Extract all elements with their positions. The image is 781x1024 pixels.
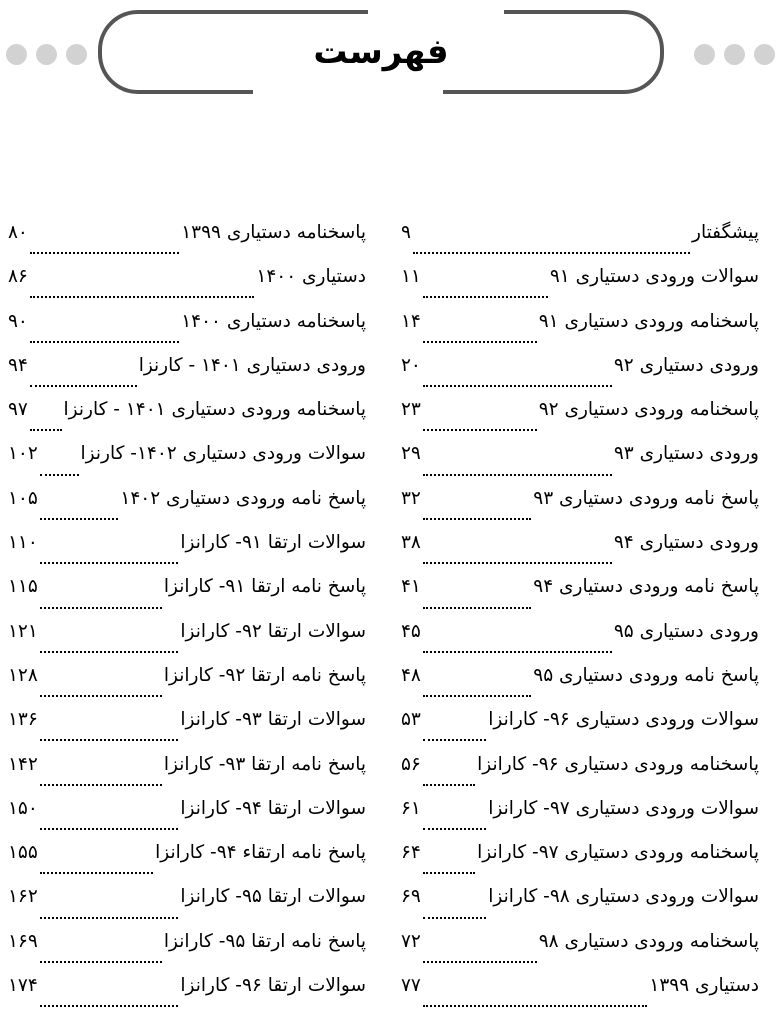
toc-entry[interactable]: [8, 931, 366, 975]
toc-entry-page-number: ۱۲۸: [8, 664, 38, 686]
toc-entry-page-number: ۱۴: [401, 310, 421, 332]
dot-leader: [423, 824, 486, 830]
toc-entry-page-number: ۱۵۵: [8, 842, 38, 864]
dot-leader: [40, 603, 162, 609]
toc-entry[interactable]: [401, 931, 759, 975]
dot: [724, 44, 745, 65]
dot: [36, 44, 57, 65]
toc-entry-label: پیشگفتار: [692, 222, 759, 243]
dot-leader: [423, 647, 612, 653]
toc-entry-page-number: ۱۱۰: [8, 532, 38, 554]
toc-entry-label: پاسخ نامه ورودی دستیاری ۱۴۰۲: [120, 487, 366, 509]
toc-entry-page-number: ۸۶: [8, 266, 28, 288]
toc-column-left: [8, 222, 366, 1019]
toc-entry[interactable]: [8, 754, 366, 798]
dot: [694, 44, 715, 65]
toc-entry-page-number: ۲۰: [401, 354, 421, 376]
dot-leader: [40, 1001, 179, 1007]
toc-entry[interactable]: [401, 532, 759, 576]
toc-entry[interactable]: [8, 355, 366, 399]
toc-entry-page-number: ۱۰۵: [8, 487, 38, 509]
toc-entry-label: سوالات ارتقا ۹۵- کارانزا: [180, 886, 366, 908]
toc-entry-label: ورودی دستیاری ۹۲: [613, 354, 759, 376]
toc-entry-label: ورودی دستیاری ۹۴: [613, 532, 759, 554]
toc-entry-label: سوالات ارتقا ۹۳- کارانزا: [180, 709, 366, 731]
toc-entry[interactable]: [401, 399, 759, 443]
dot-leader: [40, 558, 179, 564]
toc-entry-page-number: ۹۴: [8, 354, 28, 376]
toc-entry-page-number: ۹: [401, 222, 411, 243]
toc-entry-label: سوالات ارتقا ۹۶- کارانزا: [180, 975, 366, 997]
toc-entry-label: سوالات ورودی دستیاری ۹۱: [549, 266, 759, 288]
toc-entry-label: ورودی دستیاری ۹۳: [613, 443, 759, 465]
toc-entry[interactable]: [401, 842, 759, 886]
toc-entry-page-number: ۱۴۲: [8, 753, 38, 775]
toc-entry-page-number: ۵۶: [401, 753, 421, 775]
toc-entry-label: پاسخنامه ورودی دستیاری ۱۴۰۱ - کارنزا: [63, 399, 366, 421]
toc-entry[interactable]: [401, 488, 759, 532]
toc-entry[interactable]: [8, 443, 366, 487]
toc-entry-label: پاسخ نامه ارتقا ۹۵- کارانزا: [163, 930, 366, 952]
dot-leader: [40, 647, 179, 653]
dot-leader: [40, 913, 179, 919]
toc-entry[interactable]: [401, 798, 759, 842]
toc-entry-label: دستیاری ۱۴۰۰: [256, 266, 366, 288]
toc-entry-label: ورودی دستیاری ۱۴۰۱ - کارنزا: [138, 354, 366, 376]
toc-entry-label: پاسخ نامه ارتقاء ۹۴- کارانزا: [155, 842, 366, 864]
toc-entry-page-number: ۱۱: [401, 266, 421, 288]
toc-entry[interactable]: [8, 399, 366, 443]
toc-entry-page-number: ۶۹: [401, 886, 421, 908]
dot: [6, 44, 27, 65]
dot-leader: [413, 248, 690, 254]
toc-entry-page-number: ۱۲۱: [8, 620, 38, 642]
dot-leader: [423, 1001, 648, 1007]
toc-entry[interactable]: [401, 576, 759, 620]
toc-entry-page-number: ۴۱: [401, 576, 421, 598]
dot-leader: [40, 957, 162, 963]
toc-entry-label: سوالات ورودی دستیاری ۹۸- کارانزا: [488, 886, 759, 908]
dot-leader: [423, 868, 475, 874]
toc-entry[interactable]: [8, 621, 366, 665]
toc-entry-label: ورودی دستیاری ۹۵: [613, 620, 759, 642]
toc-column-right: [401, 222, 759, 1019]
toc-entry[interactable]: [8, 665, 366, 709]
toc-entry[interactable]: [401, 709, 759, 753]
toc-entry-label: سوالات ارتقا ۹۴- کارانزا: [180, 797, 366, 819]
dot-leader: [423, 957, 537, 963]
toc-entry-page-number: ۶۴: [401, 842, 421, 864]
dot-leader: [423, 780, 475, 786]
toc-entry[interactable]: [8, 532, 366, 576]
dot-leader: [423, 292, 548, 298]
dot-leader: [40, 824, 179, 830]
toc-entry[interactable]: [8, 266, 366, 310]
toc-entry-page-number: ۶۱: [401, 797, 421, 819]
toc-entry-page-number: ۴۵: [401, 620, 421, 642]
toc-entry-page-number: ۵۳: [401, 709, 421, 731]
toc-entry[interactable]: [401, 975, 759, 1019]
dot-leader: [423, 514, 531, 520]
dot-leader: [40, 514, 119, 520]
toc-entry-label: سوالات ارتقا ۹۱- کارانزا: [180, 532, 366, 554]
dot-leader: [423, 603, 531, 609]
toc-entry-label: پاسخنامه ورودی دستیاری ۹۷- کارانزا: [477, 842, 759, 864]
toc-entry-page-number: ۲۳: [401, 399, 421, 421]
toc-entry-label: پاسخنامه دستیاری ۱۴۰۰: [181, 310, 366, 332]
toc-entry[interactable]: [401, 266, 759, 310]
toc-entry[interactable]: [401, 665, 759, 709]
toc-entry-page-number: ۳۸: [401, 532, 421, 554]
dot-leader: [423, 735, 486, 741]
toc-entry[interactable]: [401, 222, 759, 266]
toc-entry[interactable]: [8, 488, 366, 532]
toc-entry-label: پاسخنامه ورودی دستیاری ۹۶- کارانزا: [477, 753, 759, 775]
dot: [754, 44, 775, 65]
toc-entry-page-number: ۳۲: [401, 487, 421, 509]
toc-entry-page-number: ۲۹: [401, 443, 421, 465]
toc-entry-label: پاسخ نامه ورودی دستیاری ۹۳: [533, 487, 759, 509]
decorative-dots-left: [6, 44, 87, 65]
dot-leader: [423, 691, 531, 697]
dot-leader: [423, 470, 612, 476]
dot: [66, 44, 87, 65]
dot-leader: [40, 735, 179, 741]
toc-entry-label: سوالات ورودی دستیاری ۹۷- کارانزا: [488, 797, 759, 819]
toc-entry[interactable]: [8, 842, 366, 886]
toc-entry-page-number: ۷۷: [401, 975, 421, 997]
toc-entry[interactable]: [8, 576, 366, 620]
toc-entry-label: پاسخنامه ورودی دستیاری ۹۲: [538, 399, 759, 421]
toc-entry-label: پاسخنامه ورودی دستیاری ۹۱: [538, 310, 759, 332]
toc-entry-label: پاسخنامه دستیاری ۱۳۹۹: [181, 222, 366, 243]
dot-leader: [423, 558, 612, 564]
toc-entry[interactable]: [8, 222, 366, 266]
toc-entry-page-number: ۱۱۵: [8, 576, 38, 598]
toc-entry-label: سوالات ورودی دستیاری ۱۴۰۲- کارنزا: [80, 443, 366, 465]
dot-leader: [423, 337, 537, 343]
toc-entry-page-number: ۹۰: [8, 310, 28, 332]
dot-leader: [40, 470, 79, 476]
toc-entry[interactable]: [8, 311, 366, 355]
toc-entry-page-number: ۹۷: [8, 399, 28, 421]
dot-leader: [30, 381, 137, 387]
toc-entry[interactable]: [401, 443, 759, 487]
toc-entry-page-number: ۸۰: [8, 222, 28, 243]
dot-leader: [423, 913, 486, 919]
toc-entry-label: پاسخ نامه ارتقا ۹۲- کارانزا: [163, 664, 366, 686]
toc-entry-page-number: ۱۳۶: [8, 709, 38, 731]
toc-entry-label: پاسخ نامه ارتقا ۹۱- کارانزا: [163, 576, 366, 598]
toc-entry-label: سوالات ورودی دستیاری ۹۶- کارانزا: [488, 709, 759, 731]
toc-entry-page-number: ۴۸: [401, 664, 421, 686]
toc-entry[interactable]: [8, 975, 366, 1019]
dot-leader: [40, 691, 162, 697]
toc-entry[interactable]: [401, 754, 759, 798]
dot-leader: [30, 248, 179, 254]
toc-entry[interactable]: [401, 621, 759, 665]
toc-entry[interactable]: [8, 798, 366, 842]
toc-entry[interactable]: [401, 886, 759, 930]
dot-leader: [30, 292, 255, 298]
toc-entry-label: پاسخ نامه ورودی دستیاری ۹۵: [533, 664, 759, 686]
toc-entry[interactable]: [401, 311, 759, 355]
toc-entry-page-number: ۷۲: [401, 930, 421, 952]
toc-entry[interactable]: [401, 355, 759, 399]
toc-entry[interactable]: [8, 886, 366, 930]
dot-leader: [423, 381, 612, 387]
dot-leader: [423, 425, 537, 431]
dot-leader: [30, 425, 62, 431]
toc-entry-page-number: ۱۶۲: [8, 886, 38, 908]
dot-leader: [40, 780, 162, 786]
toc-entry-label: پاسخ نامه ارتقا ۹۳- کارانزا: [163, 753, 366, 775]
page-title: فهرست: [313, 32, 449, 72]
toc-entry-label: پاسخنامه ورودی دستیاری ۹۸: [538, 930, 759, 952]
decorative-dots-right: [694, 44, 775, 65]
dot-leader: [40, 868, 153, 874]
toc-entry[interactable]: [8, 709, 366, 753]
toc-entry-page-number: ۱۵۰: [8, 797, 38, 819]
toc-entry-page-number: ۱۰۲: [8, 443, 38, 465]
toc-entry-label: دستیاری ۱۳۹۹: [649, 975, 759, 997]
toc-entry-page-number: ۱۶۹: [8, 930, 38, 952]
toc-entry-label: سوالات ارتقا ۹۲- کارانزا: [180, 620, 366, 642]
toc-entry-page-number: ۱۷۴: [8, 975, 38, 997]
toc-entry-label: پاسخ نامه ورودی دستیاری ۹۴: [533, 576, 759, 598]
dot-leader: [30, 337, 179, 343]
title-frame: [98, 10, 664, 94]
